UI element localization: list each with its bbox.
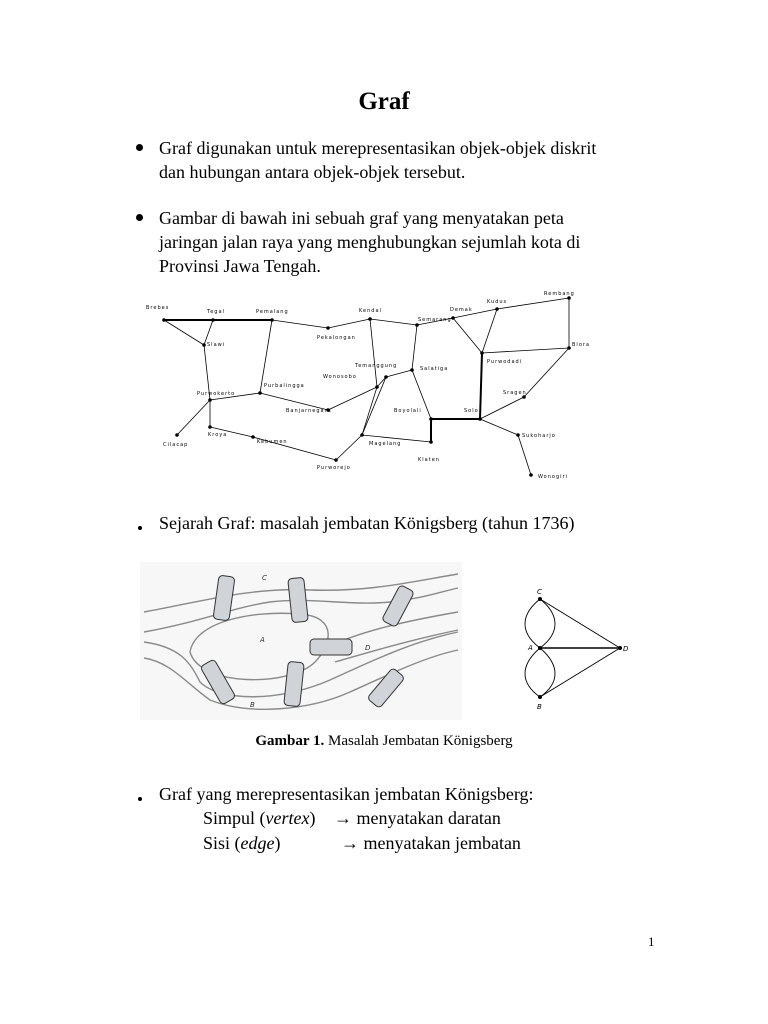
city-label: Solo xyxy=(464,408,479,414)
sisi-suffix: ) xyxy=(274,833,281,853)
vertex-label-b: B xyxy=(537,703,542,711)
city-label: Brebes xyxy=(146,305,170,311)
city-label: Pemalang xyxy=(256,309,289,315)
sisi-line xyxy=(203,833,281,854)
caption-text: Masalah Jembatan Königsberg xyxy=(324,733,513,749)
city-label: Tegal xyxy=(207,309,225,315)
city-label: Slawi xyxy=(207,342,226,348)
bullet-4: Graf yang merepresentasikan jembatan Königsberg: xyxy=(159,784,534,804)
caption-label: Gambar 1. xyxy=(255,733,325,749)
arrow-icon: → xyxy=(341,833,359,853)
page-number: 1 xyxy=(648,934,655,949)
city-label: Blora xyxy=(572,342,590,348)
bullet-dot xyxy=(136,144,143,151)
city-label: Sukoharjo xyxy=(522,433,556,439)
land-label-c: C xyxy=(262,574,267,582)
land-label-b: B xyxy=(250,701,255,709)
bullet-2-line1: Gambar di bawah ini sebuah graf yang menyatakan peta xyxy=(159,208,564,228)
bullet-2-line2: jaringan jalan raya yang menghubungkan sejumlah kota di xyxy=(159,232,581,252)
city-label: Kroya xyxy=(208,432,228,438)
city-label: Salatiga xyxy=(420,366,449,372)
bullet-1-line2: dan hubungan antara objek-objek tersebut. xyxy=(159,162,466,182)
city-label: Cilacap xyxy=(163,442,189,448)
simpul-line xyxy=(203,808,315,829)
bullet-dot xyxy=(138,797,142,801)
city-label: Purwokerto xyxy=(197,391,236,397)
city-label: Klaten xyxy=(418,457,440,463)
city-label: Purwodadi xyxy=(487,359,523,365)
simpul-prefix: Simpul ( xyxy=(203,808,266,828)
city-label: Sragen xyxy=(503,390,527,396)
vertex-label-d: D xyxy=(623,645,629,653)
sisi-prefix: Sisi ( xyxy=(203,833,241,853)
sisi-desc-line xyxy=(341,833,521,854)
city-label: Kebumen xyxy=(257,439,288,445)
city-label: Wonogiri xyxy=(538,474,568,480)
arrow-icon: → xyxy=(334,808,352,828)
vertex-label-a: A xyxy=(528,644,533,652)
city-label: Pekalongan xyxy=(317,335,356,341)
konigsberg-graph xyxy=(520,585,632,715)
bullet-dot xyxy=(136,214,143,221)
bullet-2-line3: Provinsi Jawa Tengah. xyxy=(159,256,321,276)
simpul-suffix: ) xyxy=(309,808,316,828)
city-label: Wonosobo xyxy=(323,374,357,380)
city-label: Kendal xyxy=(359,308,382,314)
city-label: Kudus xyxy=(487,299,508,305)
road-network-graph xyxy=(140,285,600,485)
page-title: Graf xyxy=(358,88,410,115)
city-label: Purworejo xyxy=(317,465,351,471)
bullet-3: Sejarah Graf: masalah jembatan Königsberg (tahun 1736) xyxy=(159,513,575,533)
city-label: Semarang xyxy=(418,317,452,323)
land-label-a: A xyxy=(260,636,265,644)
city-label: Rembang xyxy=(544,291,575,297)
city-label: Boyolali xyxy=(394,408,422,414)
city-label: Temanggung xyxy=(355,363,398,369)
city-label: Magelang xyxy=(369,441,402,447)
bullet-dot xyxy=(138,526,142,530)
simpul-desc-line xyxy=(334,808,501,829)
sisi-desc: menyatakan jembatan xyxy=(363,833,521,853)
figure-caption xyxy=(0,733,768,750)
city-label: Purbalingga xyxy=(264,383,305,389)
simpul-desc: menyatakan daratan xyxy=(356,808,501,828)
simpul-term: vertex xyxy=(265,808,310,828)
bullet-2 xyxy=(159,206,580,278)
konigsberg-bridges-illustration xyxy=(140,562,462,720)
city-label: Demak xyxy=(450,307,473,313)
vertex-label-c: C xyxy=(537,588,542,596)
sisi-term: edge xyxy=(240,833,275,853)
land-label-d: D xyxy=(365,644,371,652)
bullet-1 xyxy=(159,136,596,184)
bullet-1-line1: Graf digunakan untuk merepresentasikan objek-objek diskrit xyxy=(159,138,597,158)
city-label: Banjarnegara xyxy=(286,408,332,414)
